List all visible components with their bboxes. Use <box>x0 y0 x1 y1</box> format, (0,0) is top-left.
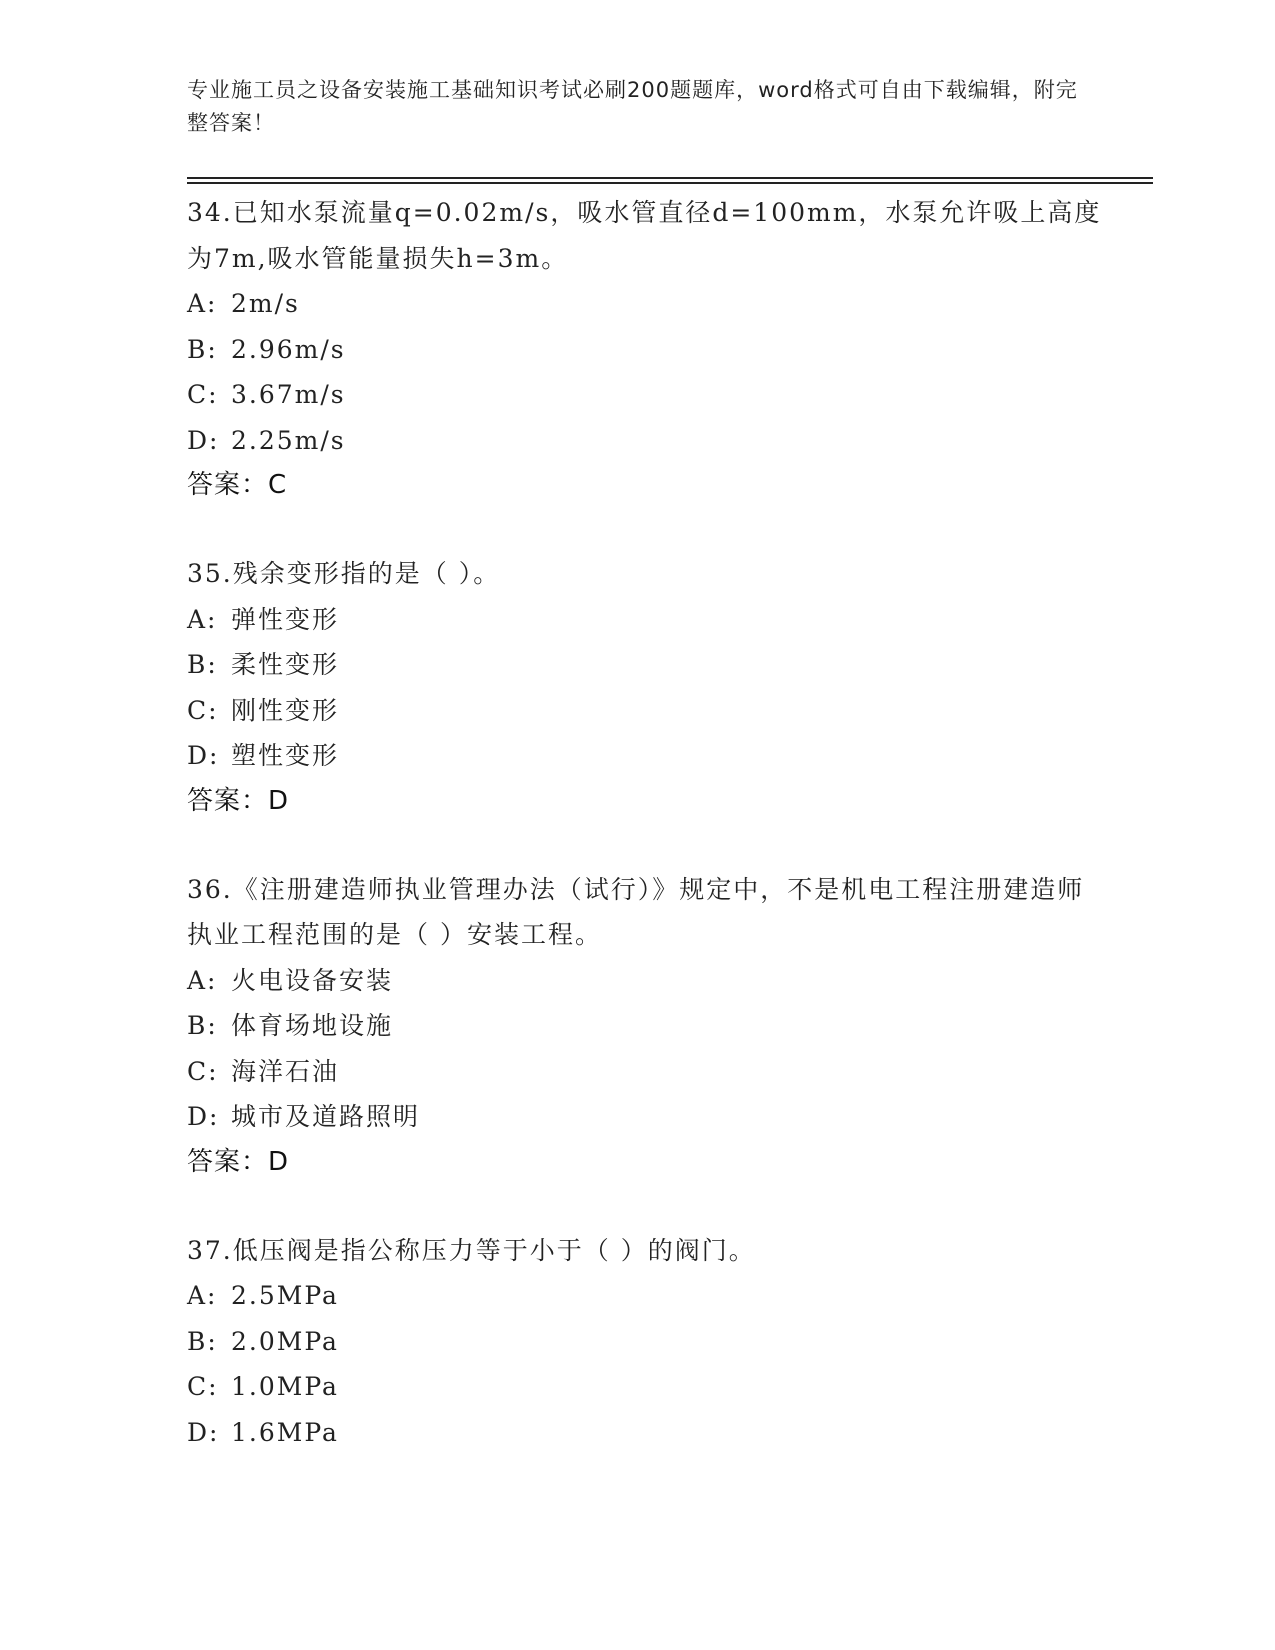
option-letter: C: <box>187 1056 219 1086</box>
option-text: 2.0MPa <box>231 1326 339 1356</box>
option-text: 1.6MPa <box>231 1417 339 1447</box>
option-text: 弹性变形 <box>231 604 340 634</box>
question-35 <box>187 551 1107 823</box>
option-letter: B: <box>187 1326 218 1356</box>
option-text: 1.0MPa <box>231 1372 339 1401</box>
header-divider-top <box>187 177 1153 179</box>
document-header: 专业施工员之设备安装施工基础知识考试必刷200题题库，word格式可自由下载编辑，附完整答案！ <box>187 78 1078 135</box>
option-text: 3.67m/s <box>231 380 346 409</box>
option-text: 2.5MPa <box>231 1281 339 1310</box>
option-d <box>187 733 1107 779</box>
option-letter: A: <box>187 604 218 634</box>
option-c <box>187 688 1107 734</box>
option-text: 体育场地设施 <box>231 1011 394 1040</box>
option-text: 刚性变形 <box>231 695 340 725</box>
option-letter: D: <box>187 1102 220 1131</box>
option-letter: A: <box>187 1281 218 1310</box>
option-d <box>187 418 1107 464</box>
question-stem: 36.《注册建造师执业管理办法（试行）》规定中，不是机电工程注册建造师执业工程范围的是（ ）安装工程。 <box>187 874 1085 949</box>
option-letter: D: <box>187 425 220 455</box>
option-letter: B: <box>187 1011 218 1040</box>
option-letter: A: <box>187 289 218 318</box>
option-b <box>187 327 1107 373</box>
option-text: 2.25m/s <box>231 425 346 455</box>
option-d <box>187 1094 1107 1140</box>
option-text: 2.96m/s <box>231 334 346 364</box>
question-list <box>187 190 1107 1499</box>
option-a <box>187 281 1107 327</box>
option-b <box>187 1319 1107 1365</box>
option-letter: B: <box>187 334 218 364</box>
option-a <box>187 597 1107 643</box>
option-b <box>187 1003 1107 1049</box>
answer-line: 答案：D <box>187 1146 290 1177</box>
option-text: 2m/s <box>231 289 300 318</box>
option-letter: D: <box>187 1417 220 1447</box>
question-34 <box>187 190 1107 507</box>
option-text: 柔性变形 <box>231 650 340 679</box>
option-letter: B: <box>187 650 218 679</box>
option-letter: A: <box>187 965 218 995</box>
question-stem: 35.残余变形指的是（ ）。 <box>187 559 501 588</box>
option-letter: C: <box>187 695 219 725</box>
question-stem: 37.低压阀是指公称压力等于小于（ ）的阀门。 <box>187 1235 756 1265</box>
option-b <box>187 642 1107 688</box>
question-stem: 34.已知水泵流量q=0.02m/s，吸水管直径d=100mm，水泵允许吸上高度为7m,吸水管能量损失h=3m。 <box>187 198 1102 273</box>
answer-line: 答案：C <box>187 470 288 500</box>
option-d <box>187 1410 1107 1456</box>
option-c <box>187 1049 1107 1095</box>
header-divider-bottom <box>187 182 1153 184</box>
question-36 <box>187 867 1107 1184</box>
option-letter: D: <box>187 741 220 770</box>
question-37 <box>187 1228 1107 1456</box>
option-c <box>187 372 1107 418</box>
option-letter: C: <box>187 1372 219 1401</box>
option-a <box>187 958 1107 1004</box>
option-text: 海洋石油 <box>231 1056 340 1086</box>
option-text: 城市及道路照明 <box>231 1102 421 1131</box>
option-letter: C: <box>187 380 219 409</box>
option-a <box>187 1273 1107 1319</box>
option-text: 火电设备安装 <box>231 965 394 995</box>
answer-line: 答案：D <box>187 785 290 816</box>
option-c <box>187 1364 1107 1410</box>
option-text: 塑性变形 <box>231 741 340 770</box>
